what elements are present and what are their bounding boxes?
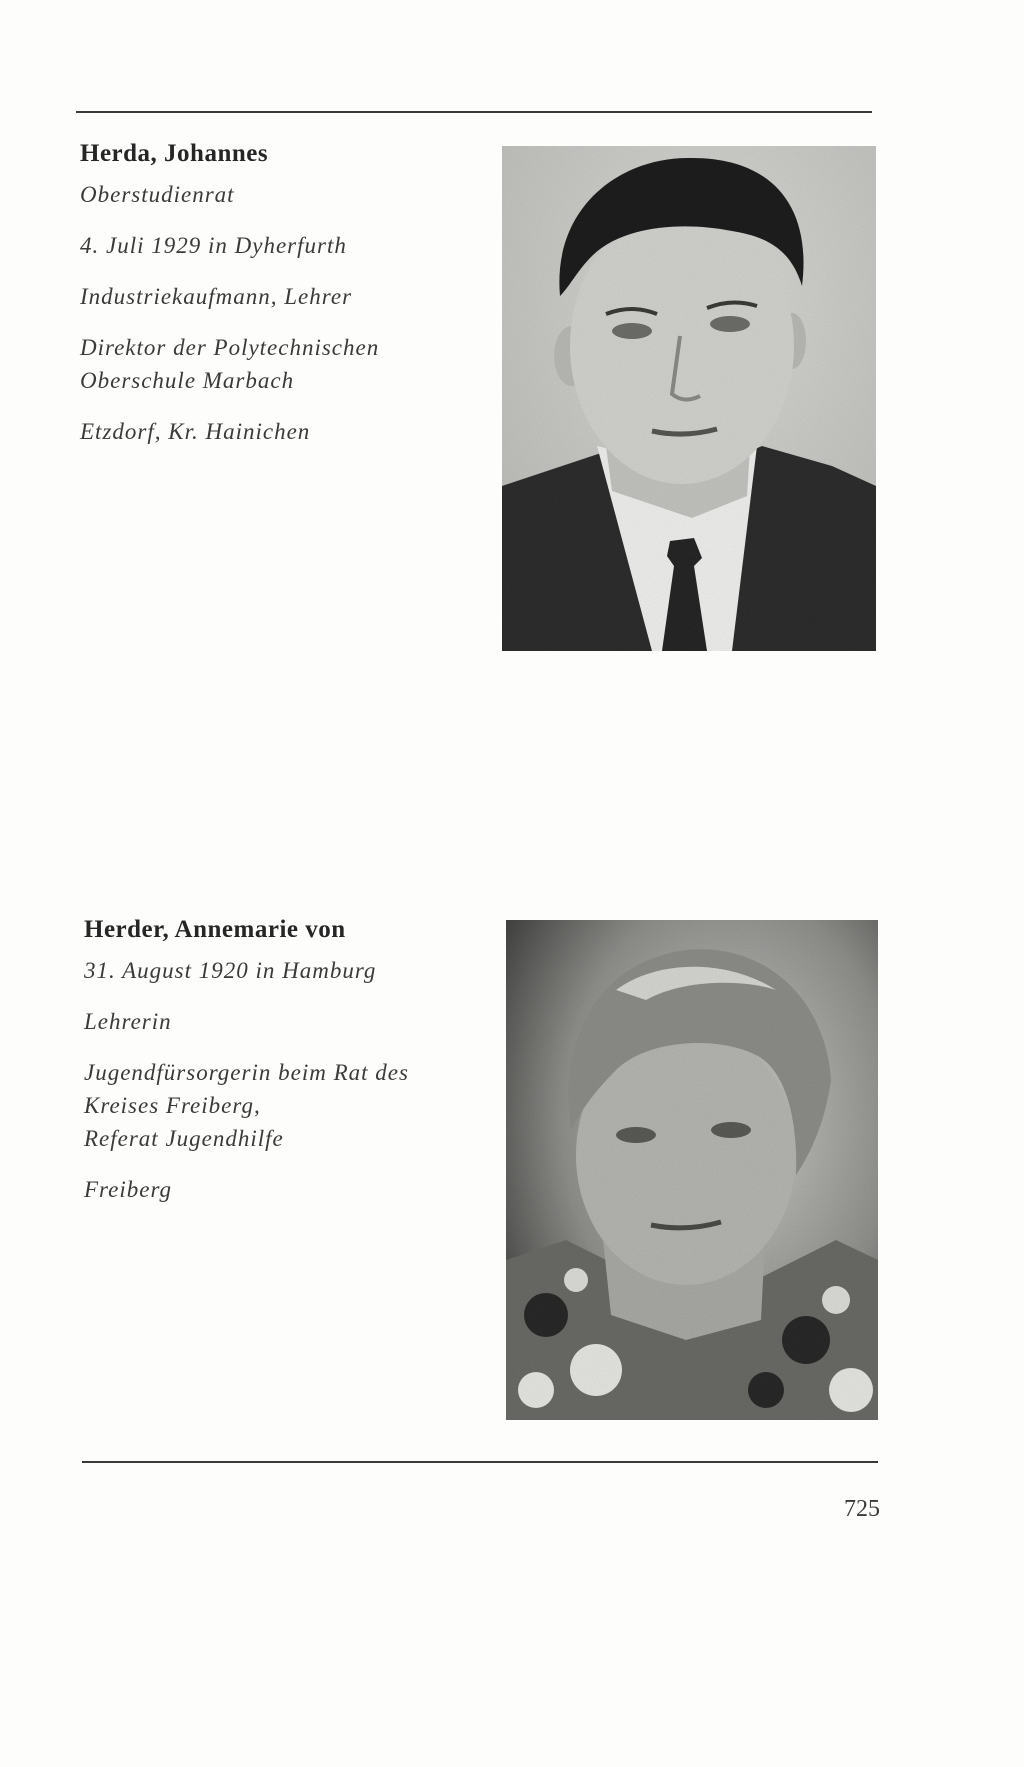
entry-position-line: Direktor der Polytechnischen [80,335,380,360]
entry-title: Oberstudienrat [80,182,235,207]
entry-profession: Lehrerin [84,1009,172,1034]
entry-position-line: Oberschule Marbach [80,368,295,393]
entry-residence: Freiberg [84,1177,173,1202]
page-number: 725 [844,1496,880,1522]
portrait-photo-herda [502,146,876,651]
entry-position-line: Referat Jugendhilfe [84,1126,284,1151]
entry-herder-annemarie [84,916,484,1226]
portrait-photo-herder [506,920,878,1420]
top-rule [76,111,872,113]
entry-herda-johannes [80,140,480,468]
entry-born: 4. Juli 1929 in Dyherfurth [80,233,347,258]
entry-name: Herder, Annemarie von [84,916,346,943]
bottom-rule [82,1461,878,1463]
entry-residence: Etzdorf, Kr. Hainichen [80,419,311,444]
entry-position-line: Kreises Freiberg, [84,1093,261,1118]
entry-position-line: Jugendfürsorgerin beim Rat des [84,1060,409,1085]
entry-name: Herda, Johannes [80,140,269,167]
entry-born: 31. August 1920 in Hamburg [84,958,377,983]
entry-profession: Industriekaufmann, Lehrer [80,284,353,309]
